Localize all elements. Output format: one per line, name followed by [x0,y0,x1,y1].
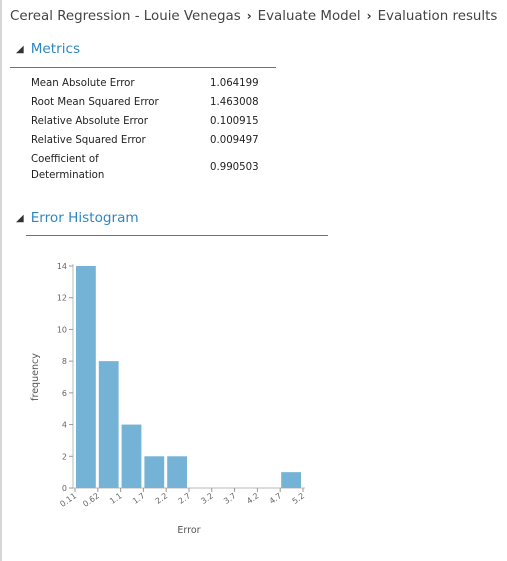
breadcrumb-module[interactable]: Evaluate Model [257,9,361,24]
x-tick-label: 3.7 [222,491,238,506]
metric-label: Root Mean Squared Error [31,97,159,109]
metric-label: Coefficient of Determination [31,154,105,181]
error-histogram-chart [0,245,330,554]
breadcrumb-current: Evaluation results [377,9,498,24]
histogram-section-toggle[interactable] [16,210,139,226]
histogram-bar [99,361,119,488]
collapse-triangle-icon[interactable]: ◢ [16,43,24,55]
metric-value: 1.064199 [210,78,259,89]
histogram-bar [122,425,142,488]
x-axis-label: Error [177,525,201,536]
metric-row [31,95,259,111]
y-tick-label: 10 [56,325,67,335]
histogram-bar [281,472,301,488]
y-axis-label: frequency [30,353,41,401]
x-tick-label: 2.7 [176,491,193,506]
x-tick-label: 1.7 [130,491,147,506]
histogram-bar [144,456,164,488]
y-tick-label: 14 [56,262,67,271]
collapse-triangle-icon[interactable]: ◢ [16,212,24,224]
metric-value: 0.100915 [210,116,259,128]
metric-row [31,133,259,149]
histogram-bar [167,456,187,488]
breadcrumb-separator: › [246,9,252,23]
breadcrumb [10,9,497,24]
metric-row [31,76,259,92]
metric-value: 1.463008 [210,97,259,109]
metrics-table [31,76,259,184]
metric-value: 0.990503 [210,162,259,174]
metric-label: Mean Absolute Error [31,78,135,89]
metric-label: Relative Squared Error [31,135,146,147]
x-tick-label: 2.2 [153,491,170,506]
x-tick-label: 3.2 [199,491,215,506]
x-tick-label: 4.7 [267,491,284,506]
x-tick-label: 4.2 [244,491,261,506]
metric-label: Relative Absolute Error [31,116,148,128]
y-tick-label: 0 [61,484,67,493]
metrics-section-toggle[interactable] [16,41,80,57]
histogram-bar [76,266,96,488]
y-tick-label: 6 [61,388,67,398]
metric-row [31,114,259,130]
metric-row [31,152,259,183]
metric-value: 0.009497 [210,135,259,147]
histogram-divider [26,235,328,236]
metrics-title: Metrics [30,41,81,57]
breadcrumb-experiment[interactable]: Cereal Regression - Louie Venegas [10,9,241,24]
histogram-svg [0,245,330,550]
x-tick-label: 0.11 [58,491,79,509]
y-tick-label: 12 [56,293,67,303]
x-tick-label: 1.1 [108,491,124,506]
y-tick-label: 8 [61,357,67,367]
y-tick-label: 2 [61,452,67,462]
y-tick-label: 4 [61,420,67,430]
x-tick-label: 5.2 [290,491,307,506]
x-tick-label: 0.62 [81,491,101,509]
histogram-title: Error Histogram [30,210,139,226]
breadcrumb-separator: › [366,9,372,23]
metrics-divider [10,67,276,68]
